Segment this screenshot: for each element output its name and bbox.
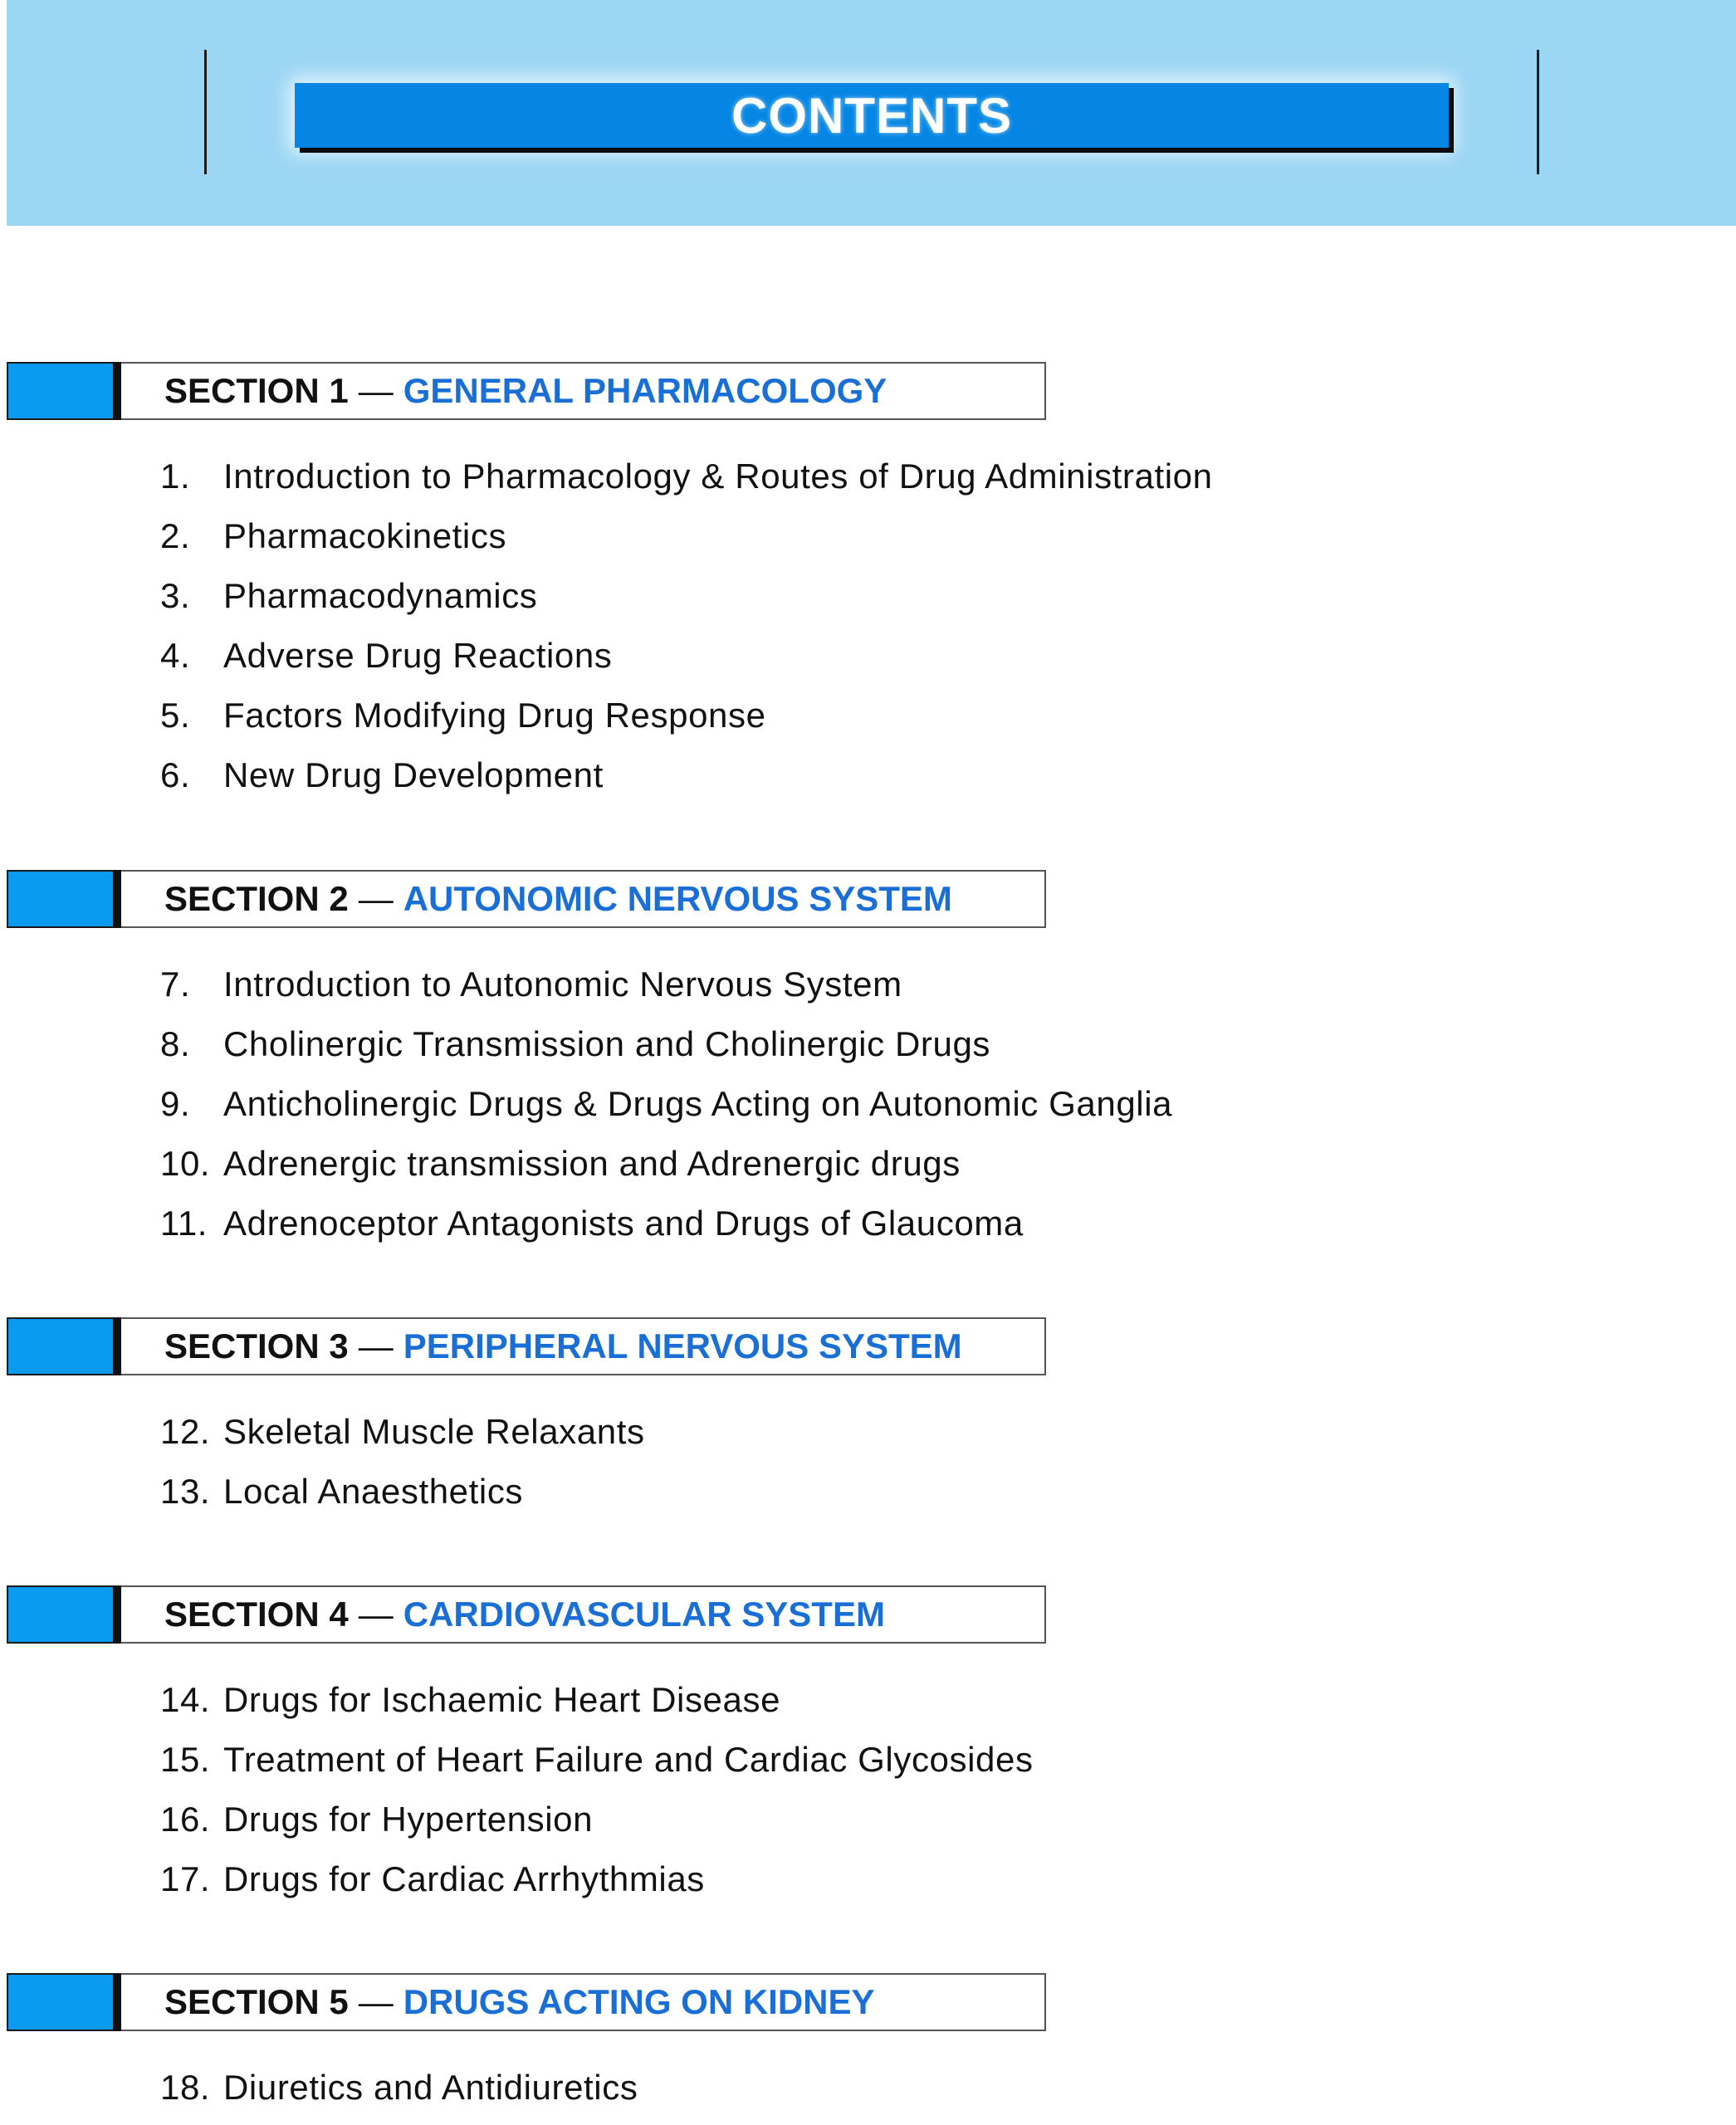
item-number: 14.	[160, 1680, 211, 1719]
item-title: Diuretics and Antidiuretics	[223, 2068, 638, 2107]
item-title: New Drug Development	[223, 755, 604, 794]
section-name: GENERAL PHARMACOLOGY	[403, 371, 888, 410]
item-number: 17.	[160, 1859, 211, 1898]
section-heading	[121, 1973, 1046, 2031]
item-title: Factors Modifying Drug Response	[223, 696, 766, 735]
toc-item[interactable]	[160, 2068, 638, 2108]
section-name: DRUGS ACTING ON KIDNEY	[403, 1982, 875, 2021]
item-number: 13.	[160, 1472, 211, 1511]
section-accent	[7, 1585, 113, 1644]
item-title: Skeletal Muscle Relaxants	[223, 1412, 645, 1451]
item-title: Pharmacodynamics	[223, 576, 538, 615]
toc-item[interactable]	[160, 576, 537, 616]
toc-item[interactable]	[160, 1680, 780, 1720]
section-accent-edge	[113, 1585, 121, 1644]
section-accent-edge	[113, 1973, 121, 2031]
toc-item[interactable]	[160, 516, 506, 556]
toc-item[interactable]	[160, 1204, 1024, 1243]
toc-item[interactable]	[160, 1859, 705, 1899]
toc-item[interactable]	[160, 696, 766, 735]
section-name: PERIPHERAL NERVOUS SYSTEM	[403, 1326, 962, 1365]
item-title: Adrenoceptor Antagonists and Drugs of Glaucoma	[223, 1204, 1024, 1243]
item-number: 7.	[160, 965, 191, 1004]
item-title: Local Anaesthetics	[223, 1472, 524, 1511]
section-dash: —	[358, 879, 394, 918]
item-title: Pharmacokinetics	[223, 516, 507, 555]
section-name: AUTONOMIC NERVOUS SYSTEM	[403, 879, 952, 918]
section-accent-edge	[113, 1317, 121, 1375]
item-number: 18.	[160, 2068, 211, 2107]
toc-item[interactable]	[160, 457, 1213, 496]
section-5-header	[7, 1973, 1046, 2031]
section-heading	[121, 1317, 1046, 1375]
toc-item[interactable]	[160, 1800, 593, 1839]
section-label: SECTION 2	[164, 879, 349, 918]
item-number: 15.	[160, 1740, 211, 1779]
item-title: Drugs for Ischaemic Heart Disease	[223, 1680, 781, 1719]
section-dash: —	[358, 1595, 394, 1634]
item-number: 16.	[160, 1800, 211, 1839]
section-label: SECTION 1	[164, 371, 349, 410]
section-accent	[7, 1317, 113, 1375]
section-accent	[7, 1973, 113, 2031]
toc-item[interactable]	[160, 1084, 1172, 1124]
item-number: 12.	[160, 1412, 211, 1451]
item-number: 4.	[160, 636, 191, 675]
item-number: 8.	[160, 1024, 191, 1063]
section-1-header	[7, 362, 1046, 420]
section-2-header	[7, 870, 1046, 928]
section-label: SECTION 5	[164, 1982, 349, 2021]
toc-item[interactable]	[160, 1024, 990, 1064]
item-number: 11.	[160, 1204, 208, 1243]
item-title: Treatment of Heart Failure and Cardiac Glycosides	[223, 1740, 1034, 1779]
section-label: SECTION 3	[164, 1326, 349, 1365]
section-dash: —	[358, 1982, 394, 2021]
toc-item[interactable]	[160, 755, 604, 795]
item-number: 1.	[160, 457, 191, 496]
section-heading	[121, 362, 1046, 420]
section-4-header	[7, 1585, 1046, 1644]
toc-item[interactable]	[160, 1412, 645, 1452]
item-title: Introduction to Pharmacology & Routes of Drug Administration	[223, 457, 1213, 496]
section-accent	[7, 362, 113, 420]
item-number: 5.	[160, 696, 191, 735]
section-dash: —	[358, 371, 394, 410]
item-title: Anticholinergic Drugs & Drugs Acting on Autonomic Ganglia	[223, 1084, 1173, 1123]
item-number: 3.	[160, 576, 191, 615]
section-accent-edge	[113, 870, 121, 928]
contents-title-bar	[295, 83, 1449, 148]
item-number: 2.	[160, 516, 191, 555]
section-accent-edge	[113, 362, 121, 420]
item-number: 10.	[160, 1144, 211, 1183]
item-title: Drugs for Cardiac Arrhythmias	[223, 1859, 705, 1898]
item-title: Cholinergic Transmission and Cholinergic Drugs	[223, 1024, 990, 1063]
section-dash: —	[358, 1326, 394, 1365]
toc-item[interactable]	[160, 1144, 961, 1184]
section-heading	[121, 1585, 1046, 1644]
toc-item[interactable]	[160, 1472, 523, 1512]
page-title: CONTENTS	[731, 87, 1012, 144]
item-title: Introduction to Autonomic Nervous System	[223, 965, 902, 1004]
toc-item[interactable]	[160, 1740, 1034, 1780]
section-label: SECTION 4	[164, 1595, 349, 1634]
section-heading	[121, 870, 1046, 928]
header-right-rule	[1537, 50, 1539, 174]
item-number: 6.	[160, 755, 191, 794]
item-title: Drugs for Hypertension	[223, 1800, 594, 1839]
section-name: CARDIOVASCULAR SYSTEM	[403, 1595, 885, 1634]
item-title: Adverse Drug Reactions	[223, 636, 613, 675]
item-title: Adrenergic transmission and Adrenergic drugs	[223, 1144, 961, 1183]
item-number: 9.	[160, 1084, 191, 1123]
section-3-header	[7, 1317, 1046, 1375]
toc-item[interactable]	[160, 636, 612, 676]
header-left-rule	[204, 50, 207, 174]
toc-item[interactable]	[160, 965, 902, 1004]
section-accent	[7, 870, 113, 928]
